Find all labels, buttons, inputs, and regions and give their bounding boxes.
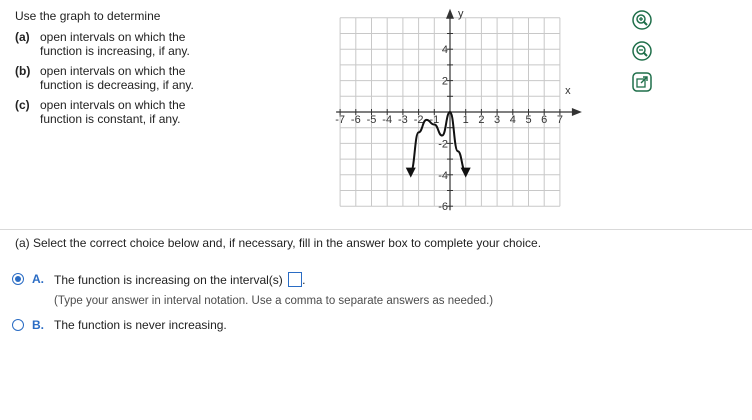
x-tick-label: -4 xyxy=(382,114,393,126)
x-axis-label: x xyxy=(565,85,571,97)
part-c-letter: (c) xyxy=(15,98,30,112)
y-tick-label: -2 xyxy=(438,138,448,151)
choice-b-radio[interactable] xyxy=(12,319,24,331)
instruction-parts xyxy=(15,30,230,132)
question-prompt: (a) Select the correct choice below and, if necessary, fill in the answer box to complete your choice. xyxy=(15,236,542,250)
choice-a-letter: A. xyxy=(32,272,44,286)
choice-a[interactable] xyxy=(12,272,493,308)
section-divider xyxy=(0,229,752,230)
function-graph xyxy=(310,6,610,214)
choice-a-hint: (Type your answer in interval notation. Use a comma to separate answers as needed.) xyxy=(54,295,494,307)
y-tick-label: -4 xyxy=(438,169,448,182)
external-window-icon xyxy=(632,72,652,92)
x-tick-label: 6 xyxy=(541,114,548,126)
x-tick-label: -7 xyxy=(335,114,345,126)
x-tick-label: 2 xyxy=(478,114,485,126)
x-axis-arrow xyxy=(572,108,582,116)
zoom-in-button[interactable] xyxy=(632,10,652,30)
y-tick-label: 4 xyxy=(441,44,448,57)
x-tick-label: -1 xyxy=(429,114,440,126)
x-tick-label: -5 xyxy=(366,114,377,126)
y-axis-arrow xyxy=(446,9,454,19)
zoom-out-icon xyxy=(632,41,652,61)
choice-a-radio[interactable] xyxy=(12,273,24,285)
part-b-letter: (b) xyxy=(15,64,31,78)
interval-answer-input[interactable] xyxy=(288,272,302,287)
choice-a-text: The function is increasing on the interval(s) xyxy=(54,273,283,287)
y-axis-label: y xyxy=(458,7,464,20)
intro-text: Use the graph to determine xyxy=(15,9,161,23)
graph-tools xyxy=(632,10,656,103)
zoom-out-button[interactable] xyxy=(632,41,652,61)
choice-b-letter: B. xyxy=(32,318,44,332)
x-tick-label: 7 xyxy=(556,114,563,126)
y-tick-label: 2 xyxy=(441,75,448,88)
part-b-text: open intervals on which the function is decreasing, if any. xyxy=(40,64,194,92)
x-tick-label: 1 xyxy=(462,114,469,126)
curve-right-arrow xyxy=(461,168,471,178)
choice-b-text: The function is never increasing. xyxy=(54,318,227,332)
part-c xyxy=(15,98,230,126)
curve-left-arrow xyxy=(406,168,416,178)
zoom-in-icon xyxy=(632,10,652,30)
choice-b[interactable] xyxy=(12,318,227,332)
x-tick-label: -6 xyxy=(350,114,361,126)
x-tick-label: 4 xyxy=(509,114,516,126)
x-tick-label: 3 xyxy=(494,114,501,126)
x-tick-label: 5 xyxy=(525,114,532,126)
part-a-letter: (a) xyxy=(15,30,30,44)
part-b xyxy=(15,64,230,92)
x-tick-label: -3 xyxy=(398,114,408,126)
y-tick-label: -6 xyxy=(438,201,448,214)
part-a-text: open intervals on which the function is increasing, if any. xyxy=(40,30,190,58)
part-a xyxy=(15,30,230,58)
period: . xyxy=(302,273,306,287)
x-tick-label: -2 xyxy=(413,114,424,126)
part-c-text: open intervals on which the function is constant, if any. xyxy=(40,98,186,126)
open-window-button[interactable] xyxy=(632,72,652,92)
